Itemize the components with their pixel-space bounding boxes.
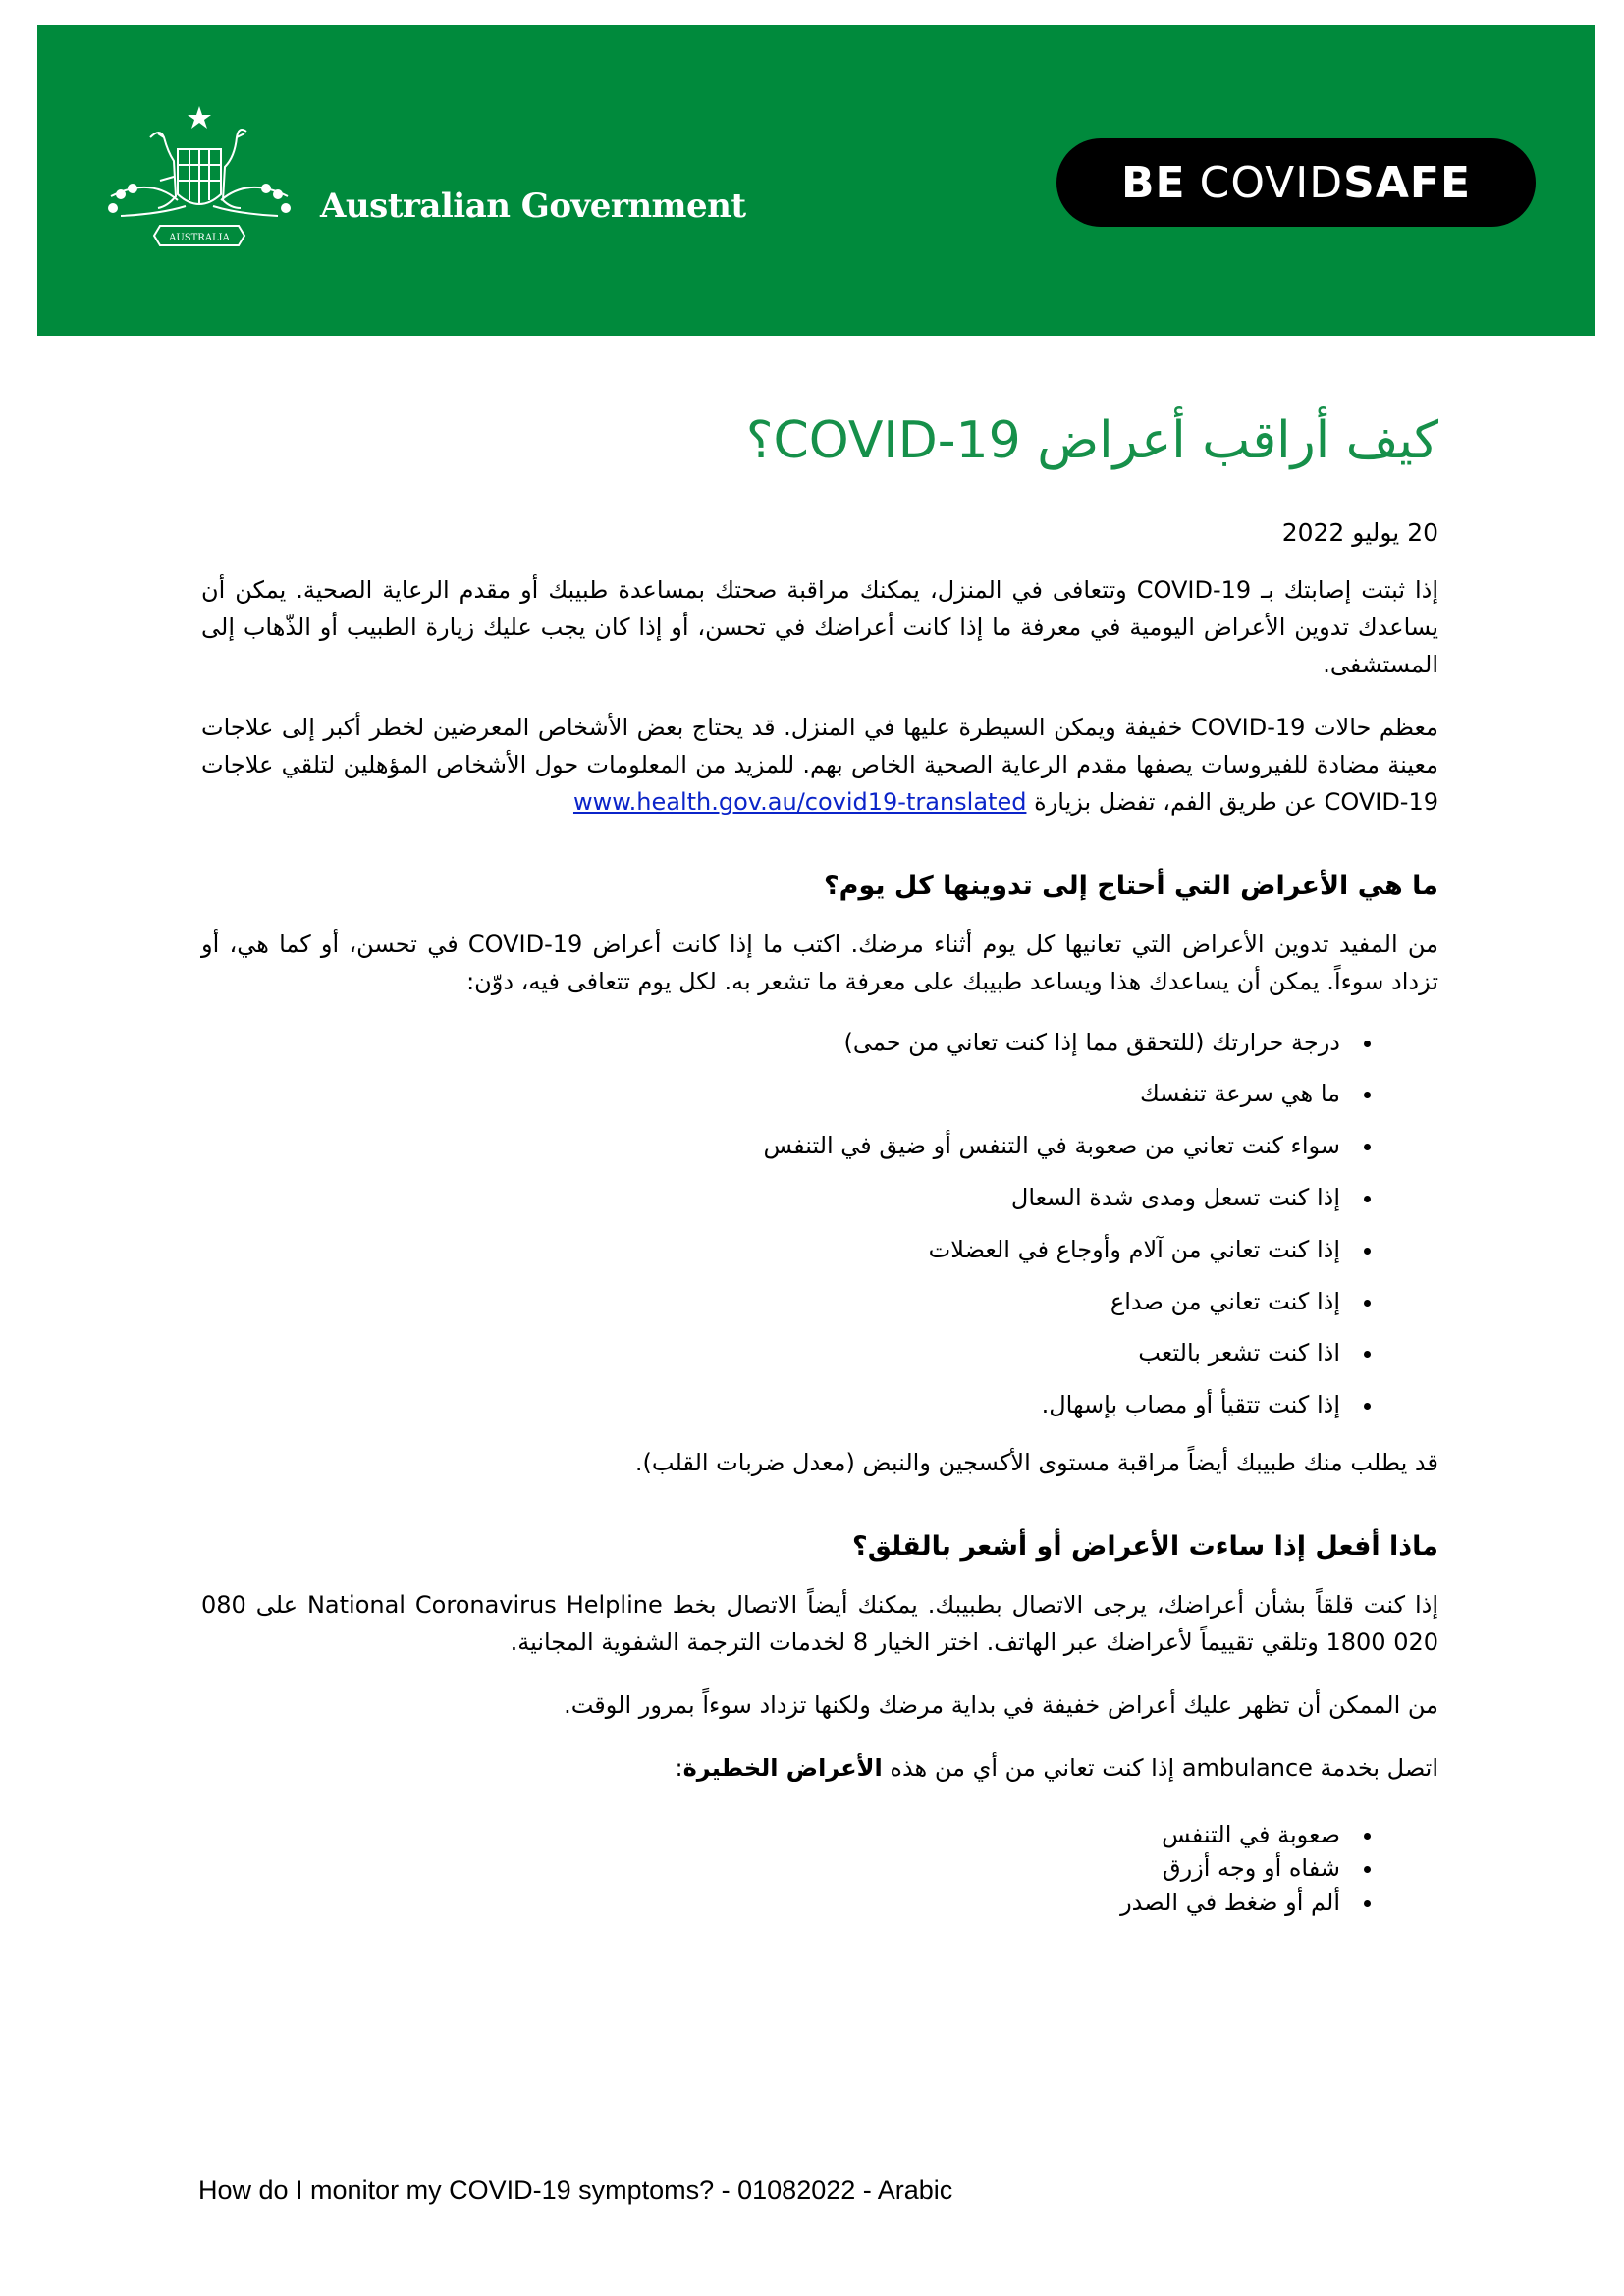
page-title: كيف أراقب أعراض COVID-19؟ <box>745 411 1438 470</box>
list-item: • إذا كنت تعاني من صداع <box>201 1288 1350 1316</box>
be-covidsafe-badge <box>1056 138 1536 227</box>
ambulance-text: اتصل بخدمة ambulance إذا كنت تعاني من أي من هذه <box>890 1753 1438 1782</box>
list-item: • ما هي سرعة تنفسك <box>201 1080 1350 1108</box>
svg-text:AUSTRALIA: AUSTRALIA <box>169 233 230 243</box>
intro-paragraph-1: إذا ثبتت إصابتك بـ COVID-19 وتتعافى في المنزل، يمكنك مراقبة صحتك بمساعدة طبيبك أو مقدم الرعاية الصحية. يمكن أن يساعدك تدوين الأعراض اليومية في معرفة ما إذا كانت أعراضك في تحسن، أو إذا كان يجب عليك زيارة الطبيب أو الذّهاب إلى المستشفى. <box>201 576 1438 679</box>
badge-be: BE <box>1121 157 1186 208</box>
list-item: • شفاه أو وجه أزرق <box>201 1854 1350 1883</box>
list-item: • ألم أو ضغط في الصدر <box>201 1889 1350 1917</box>
list-item: • درجة حرارتك (للتحقق مما إذا كنت تعاني من حمى) <box>201 1029 1350 1057</box>
page-footer: How do I monitor my COVID-19 symptoms? - 01082022 - Arabic <box>198 2175 953 2205</box>
badge-safe: SAFE <box>1343 157 1471 208</box>
oxygen-note: قد يطلب منك طبيبك أيضاً مراقبة مستوى الأكسجين والنبض (معدل ضربات القلب). <box>634 1449 1438 1477</box>
document-body <box>201 393 1438 1923</box>
helpline-paragraph: إذا كنت قلقاً بشأن أعراضك، يرجى الاتصال بطبيبك. يمكنك أيضاً الاتصال بخط National Coronavirus Helpline على 080 020 1800 وتلقي تقييماً لأعراضك عبر الهاتف. اختر الخيار 8 لخدمات الترجمة الشفوية المجانية. <box>201 1590 1438 1656</box>
worsening-paragraph: من الممكن أن تظهر عليك أعراض خفيفة في بداية مرضك ولكنها تزداد سوءاً بمرور الوقت. <box>564 1690 1438 1719</box>
government-name: Australian Government <box>320 187 746 226</box>
intro-paragraph-2-text: معظم حالات COVID-19 خفيفة ويمكن السيطرة عليها في المنزل. قد يحتاج بعض الأشخاص المعرضين لخطر أكبر إلى علاجات معينة مضادة للفيروسات يصفها مقدم الرعاية الصحية الخاص بهم. للمزيد من المعلومات حول الأشخاص المؤهلين لتلقي علاجات COVID-19 عن طريق الفم، تفضل بزيارة <box>201 714 1438 816</box>
section-heading-worse: ماذا أفعل إذا ساءت الأعراض أو أشعر بالقلق؟ <box>852 1530 1438 1562</box>
list-item: • سواء كنت تعاني من صعوبة في التنفس أو ضيق في التنفس <box>201 1132 1350 1160</box>
document-date: 20 يوليو 2022 <box>1281 518 1438 548</box>
list-item: • اذا كنت تشعر بالتعب <box>201 1339 1350 1367</box>
coat-of-arms-icon <box>91 98 307 255</box>
ambulance-paragraph <box>201 1750 1438 1788</box>
serious-symptoms-list <box>201 1821 1438 1917</box>
health-link[interactable]: www.health.gov.au/covid19-translated <box>572 787 1027 816</box>
section-heading-symptoms: ما هي الأعراض التي أحتاج إلى تدوينها كل يوم؟ <box>824 870 1438 901</box>
symptoms-paragraph: من المفيد تدوين الأعراض التي تعانيها كل يوم أثناء مرضك. اكتب ما إذا كانت أعراض COVID-19 في تحسن، أو كما هي، أو تزداد سوءاً. يمكن أن يساعدك هذا ويساعد طبيبك على معرفة ما تشعر به. لكل يوم تتعافى فيه، دوّن: <box>201 930 1438 995</box>
header-banner <box>37 25 1595 336</box>
ambulance-colon: : <box>675 1753 683 1782</box>
serious-symptoms-label: الأعراض الخطيرة <box>682 1753 883 1782</box>
list-item: • صعوبة في التنفس <box>201 1821 1350 1849</box>
list-item: • إذا كنت تعاني من آلام وأوجاع في العضلات <box>201 1236 1350 1264</box>
badge-covid: COVID <box>1199 157 1344 208</box>
list-item: • إذا كنت تتقيأ أو مصاب بإسهال. <box>201 1391 1350 1419</box>
symptoms-list <box>201 1029 1438 1419</box>
intro-paragraph-2 <box>201 710 1438 822</box>
list-item: • إذا كنت تسعل ومدى شدة السعال <box>201 1184 1350 1212</box>
